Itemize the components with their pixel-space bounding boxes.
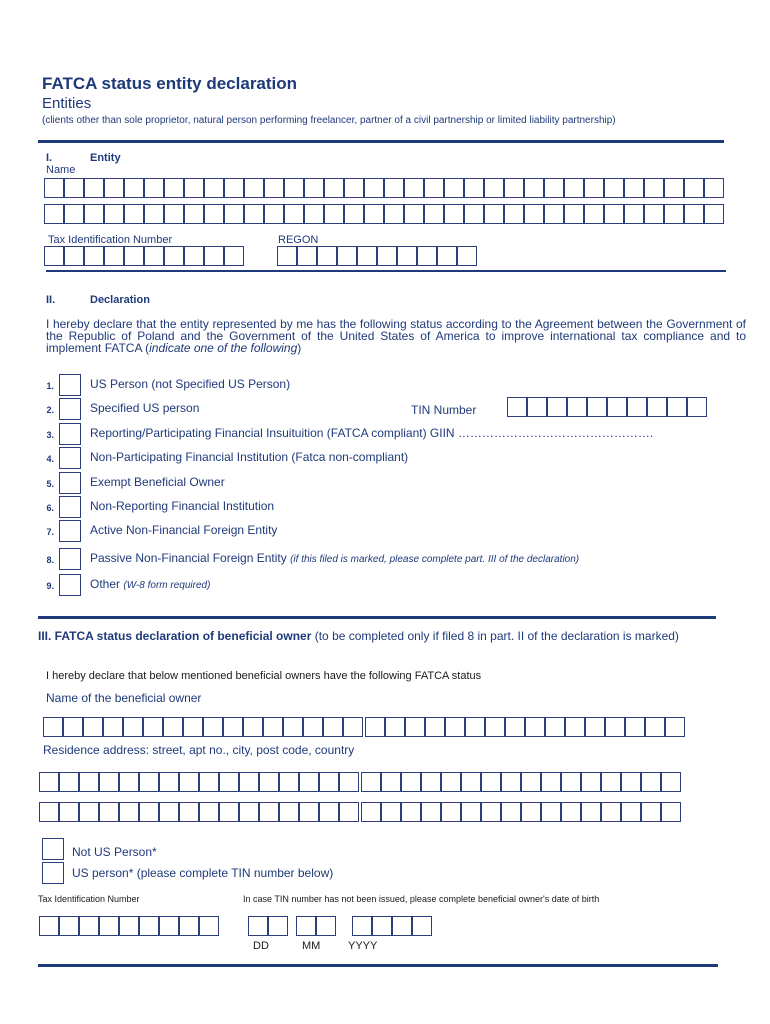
character-box[interactable]: [319, 802, 339, 822]
character-box[interactable]: [684, 178, 704, 198]
character-box[interactable]: [421, 802, 441, 822]
character-box[interactable]: [64, 204, 84, 224]
character-box[interactable]: [164, 204, 184, 224]
character-box[interactable]: [139, 772, 159, 792]
character-box[interactable]: [584, 178, 604, 198]
character-box[interactable]: [44, 204, 64, 224]
character-box[interactable]: [39, 916, 59, 936]
owner-name-boxes[interactable]: [43, 717, 685, 737]
character-box[interactable]: [377, 246, 397, 266]
character-box[interactable]: [644, 204, 664, 224]
character-box[interactable]: [504, 178, 524, 198]
character-box[interactable]: [64, 246, 84, 266]
beneficial-tin-boxes[interactable]: [39, 916, 219, 936]
character-box[interactable]: [159, 916, 179, 936]
character-box[interactable]: [199, 802, 219, 822]
character-box[interactable]: [421, 772, 441, 792]
character-box[interactable]: [425, 717, 445, 737]
character-box[interactable]: [124, 204, 144, 224]
character-box[interactable]: [277, 246, 297, 266]
character-box[interactable]: [607, 397, 627, 417]
name-boxes-row-1[interactable]: [44, 178, 724, 198]
character-box[interactable]: [624, 204, 644, 224]
character-box[interactable]: [444, 204, 464, 224]
character-box[interactable]: [664, 178, 684, 198]
us-person-label: US person* (please complete TIN number below): [72, 866, 334, 880]
character-box[interactable]: [484, 204, 504, 224]
form-subtitle: Entities: [42, 95, 92, 112]
character-box[interactable]: [405, 717, 425, 737]
character-box[interactable]: [184, 246, 204, 266]
character-box[interactable]: [352, 916, 372, 936]
character-box[interactable]: [164, 178, 184, 198]
section-divider: [38, 140, 724, 143]
character-box[interactable]: [601, 802, 621, 822]
character-box[interactable]: [544, 178, 564, 198]
address-boxes-row-2[interactable]: [39, 802, 681, 822]
character-box[interactable]: [316, 916, 336, 936]
character-box[interactable]: [424, 178, 444, 198]
character-box[interactable]: [203, 717, 223, 737]
section2-number: II.: [46, 294, 56, 306]
form-note: (clients other than sole proprietor, natural person performing freelancer, partner of a civil partnership or limited liability partnership): [42, 115, 616, 126]
character-box[interactable]: [123, 717, 143, 737]
option-label: Passive Non-Financial Foreign Entity (if this filed is marked, please complete part. III of the declaration): [90, 551, 580, 565]
character-box[interactable]: [248, 916, 268, 936]
character-box[interactable]: [561, 802, 581, 822]
character-box[interactable]: [204, 204, 224, 224]
character-box[interactable]: [63, 717, 83, 737]
character-box[interactable]: [437, 246, 457, 266]
character-box[interactable]: [507, 397, 527, 417]
address-label: Residence address: street, apt no., city, post code, country: [43, 743, 355, 757]
character-box[interactable]: [541, 802, 561, 822]
character-box[interactable]: [268, 916, 288, 936]
option-number: 7.: [46, 527, 54, 537]
character-box[interactable]: [79, 802, 99, 822]
tin-number-boxes[interactable]: [507, 397, 707, 417]
character-box[interactable]: [103, 717, 123, 737]
character-box[interactable]: [521, 802, 541, 822]
character-box[interactable]: [323, 717, 343, 737]
option-label: Active Non-Financial Foreign Entity: [90, 523, 278, 537]
character-box[interactable]: [704, 178, 724, 198]
tin-number-label: TIN Number: [411, 403, 477, 417]
character-box[interactable]: [164, 246, 184, 266]
option-label: Reporting/Participating Financial Insuituition (FATCA compliant) GIIN ………………………………………….: [90, 426, 654, 440]
us-person-checkbox[interactable]: [42, 862, 64, 884]
character-box[interactable]: [385, 717, 405, 737]
character-box[interactable]: [279, 772, 299, 792]
character-box[interactable]: [587, 397, 607, 417]
character-box[interactable]: [304, 178, 324, 198]
character-box[interactable]: [264, 178, 284, 198]
not-us-person-checkbox[interactable]: [42, 838, 64, 860]
character-box[interactable]: [461, 772, 481, 792]
character-box[interactable]: [44, 246, 64, 266]
mm-label: MM: [302, 940, 321, 952]
character-box[interactable]: [357, 246, 377, 266]
character-box[interactable]: [244, 178, 264, 198]
character-box[interactable]: [364, 204, 384, 224]
character-box[interactable]: [404, 204, 424, 224]
character-box[interactable]: [547, 397, 567, 417]
character-box[interactable]: [625, 717, 645, 737]
character-box[interactable]: [665, 717, 685, 737]
character-box[interactable]: [484, 178, 504, 198]
character-box[interactable]: [605, 717, 625, 737]
character-box[interactable]: [604, 204, 624, 224]
character-box[interactable]: [59, 802, 79, 822]
character-box[interactable]: [541, 772, 561, 792]
character-box[interactable]: [564, 178, 584, 198]
character-box[interactable]: [545, 717, 565, 737]
dob-note: In case TIN number has not been issued, please complete beneficial owner's date of birth: [243, 894, 600, 904]
dd-label: DD: [253, 940, 269, 952]
character-box[interactable]: [204, 178, 224, 198]
character-box[interactable]: [219, 772, 239, 792]
form-title: FATCA status entity declaration: [42, 74, 298, 93]
character-box[interactable]: [83, 717, 103, 737]
option-checkbox[interactable]: [59, 520, 81, 542]
regon-label: REGON: [278, 234, 319, 246]
character-box[interactable]: [601, 772, 621, 792]
character-box[interactable]: [183, 717, 203, 737]
name-label: Name: [46, 164, 76, 176]
character-box[interactable]: [239, 802, 259, 822]
character-box[interactable]: [647, 397, 667, 417]
character-box[interactable]: [317, 246, 337, 266]
character-box[interactable]: [667, 397, 687, 417]
character-box[interactable]: [445, 717, 465, 737]
character-box[interactable]: [297, 246, 317, 266]
character-box[interactable]: [299, 772, 319, 792]
character-box[interactable]: [284, 204, 304, 224]
character-box[interactable]: [581, 802, 601, 822]
character-box[interactable]: [372, 916, 392, 936]
character-box[interactable]: [144, 178, 164, 198]
character-box[interactable]: [204, 246, 224, 266]
character-box[interactable]: [139, 802, 159, 822]
character-box[interactable]: [84, 178, 104, 198]
character-box[interactable]: [604, 178, 624, 198]
character-box[interactable]: [704, 204, 724, 224]
character-box[interactable]: [259, 772, 279, 792]
character-box[interactable]: [184, 178, 204, 198]
character-box[interactable]: [79, 916, 99, 936]
option-number: 2.: [46, 405, 54, 415]
owner-name-label: Name of the beneficial owner: [46, 691, 202, 705]
character-box[interactable]: [441, 772, 461, 792]
character-box[interactable]: [99, 802, 119, 822]
character-box[interactable]: [299, 802, 319, 822]
option-number: 3.: [46, 430, 54, 440]
character-box[interactable]: [119, 802, 139, 822]
section-divider: [38, 964, 718, 967]
character-box[interactable]: [481, 802, 501, 822]
character-box[interactable]: [381, 802, 401, 822]
character-box[interactable]: [159, 772, 179, 792]
character-box[interactable]: [223, 717, 243, 737]
character-box[interactable]: [641, 772, 661, 792]
section3-heading: III. FATCA status declaration of beneficial owner (to be completed only if filed 8 in part. II of the declaration is marked): [38, 629, 679, 643]
character-box[interactable]: [464, 178, 484, 198]
character-box[interactable]: [585, 717, 605, 737]
character-box[interactable]: [179, 916, 199, 936]
character-box[interactable]: [163, 717, 183, 737]
character-box[interactable]: [39, 772, 59, 792]
character-box[interactable]: [521, 772, 541, 792]
character-box[interactable]: [481, 772, 501, 792]
option-number: 9.: [46, 581, 54, 591]
character-box[interactable]: [179, 802, 199, 822]
character-box[interactable]: [485, 717, 505, 737]
character-box[interactable]: [645, 717, 665, 737]
character-box[interactable]: [525, 717, 545, 737]
character-box[interactable]: [561, 772, 581, 792]
character-box[interactable]: [564, 204, 584, 224]
character-box[interactable]: [461, 802, 481, 822]
character-box[interactable]: [344, 204, 364, 224]
character-box[interactable]: [144, 246, 164, 266]
character-box[interactable]: [59, 916, 79, 936]
character-box[interactable]: [464, 204, 484, 224]
character-box[interactable]: [339, 802, 359, 822]
character-box[interactable]: [104, 246, 124, 266]
option-checkbox[interactable]: [59, 447, 81, 469]
character-box[interactable]: [264, 204, 284, 224]
character-box[interactable]: [661, 802, 681, 822]
option-number: 1.: [46, 381, 54, 391]
character-box[interactable]: [441, 802, 461, 822]
character-box[interactable]: [584, 204, 604, 224]
character-box[interactable]: [565, 717, 585, 737]
character-box[interactable]: [319, 772, 339, 792]
character-box[interactable]: [687, 397, 707, 417]
character-box[interactable]: [684, 204, 704, 224]
character-box[interactable]: [457, 246, 477, 266]
character-box[interactable]: [243, 717, 263, 737]
option-number: 5.: [46, 479, 54, 489]
character-box[interactable]: [144, 204, 164, 224]
character-box[interactable]: [544, 204, 564, 224]
character-box[interactable]: [501, 772, 521, 792]
section-divider: [38, 616, 716, 619]
character-box[interactable]: [524, 178, 544, 198]
character-box[interactable]: [79, 772, 99, 792]
option-label: Non-Reporting Financial Institution: [90, 499, 275, 513]
character-box[interactable]: [64, 178, 84, 198]
character-box[interactable]: [412, 916, 432, 936]
dob-day-boxes[interactable]: [248, 916, 288, 936]
option-number: 6.: [46, 503, 54, 513]
character-box[interactable]: [84, 246, 104, 266]
character-box[interactable]: [384, 178, 404, 198]
character-box[interactable]: [119, 916, 139, 936]
character-box[interactable]: [621, 772, 641, 792]
character-box[interactable]: [284, 178, 304, 198]
name-boxes-row-2[interactable]: [44, 204, 724, 224]
character-box[interactable]: [39, 802, 59, 822]
option-checkbox[interactable]: [59, 398, 81, 420]
character-box[interactable]: [104, 178, 124, 198]
character-box[interactable]: [401, 802, 421, 822]
option-label: Exempt Beneficial Owner: [90, 475, 225, 489]
character-box[interactable]: [417, 246, 437, 266]
character-box[interactable]: [339, 772, 359, 792]
section3-statement: I hereby declare that below mentioned beneficial owners have the following FATCA status: [46, 670, 482, 682]
tin-label: Tax Identification Number: [48, 234, 173, 246]
character-box[interactable]: [199, 916, 219, 936]
character-box[interactable]: [397, 246, 417, 266]
not-us-person-label: Not US Person*: [72, 845, 157, 859]
option-label: Non-Participating Financial Institution (Fatca non-compliant): [90, 450, 409, 464]
character-box[interactable]: [244, 204, 264, 224]
character-box[interactable]: [143, 717, 163, 737]
yyyy-label: YYYY: [348, 940, 378, 952]
character-box[interactable]: [401, 772, 421, 792]
tin-boxes[interactable]: [44, 246, 244, 266]
character-box[interactable]: [365, 717, 385, 737]
character-box[interactable]: [337, 246, 357, 266]
character-box[interactable]: [224, 246, 244, 266]
character-box[interactable]: [104, 204, 124, 224]
character-box[interactable]: [219, 802, 239, 822]
character-box[interactable]: [641, 802, 661, 822]
option-number: 4.: [46, 454, 54, 464]
character-box[interactable]: [199, 772, 219, 792]
character-box[interactable]: [344, 178, 364, 198]
character-box[interactable]: [159, 802, 179, 822]
character-box[interactable]: [627, 397, 647, 417]
character-box[interactable]: [263, 717, 283, 737]
character-box[interactable]: [567, 397, 587, 417]
character-box[interactable]: [124, 178, 144, 198]
character-box[interactable]: [343, 717, 363, 737]
character-box[interactable]: [444, 178, 464, 198]
character-box[interactable]: [184, 204, 204, 224]
address-boxes-row-1[interactable]: [39, 772, 681, 792]
character-box[interactable]: [43, 717, 63, 737]
section-divider-thin: [46, 270, 726, 272]
character-box[interactable]: [99, 772, 119, 792]
option-label: Specified US person: [90, 401, 200, 415]
character-box[interactable]: [624, 178, 644, 198]
character-box[interactable]: [424, 204, 444, 224]
character-box[interactable]: [279, 802, 299, 822]
character-box[interactable]: [259, 802, 279, 822]
character-box[interactable]: [581, 772, 601, 792]
regon-boxes[interactable]: [277, 246, 477, 266]
character-box[interactable]: [384, 204, 404, 224]
character-box[interactable]: [664, 204, 684, 224]
option-checkbox[interactable]: [59, 496, 81, 518]
character-box[interactable]: [527, 397, 547, 417]
character-box[interactable]: [364, 178, 384, 198]
character-box[interactable]: [283, 717, 303, 737]
dob-month-boxes[interactable]: [296, 916, 336, 936]
character-box[interactable]: [524, 204, 544, 224]
character-box[interactable]: [504, 204, 524, 224]
character-box[interactable]: [381, 772, 401, 792]
section1-number: I.: [46, 152, 53, 164]
character-box[interactable]: [44, 178, 64, 198]
option-number: 8.: [46, 555, 54, 565]
declaration-text: I hereby declare that the entity represented by me has the following status according to the Agreement between the Government of the Republic of Poland and the Government of the United States of America to improve international tax compliance and to implement FATCA (indicate one of the following): [46, 317, 746, 355]
section2-heading: Declaration: [90, 294, 150, 306]
character-box[interactable]: [304, 204, 324, 224]
character-box[interactable]: [501, 802, 521, 822]
character-box[interactable]: [324, 204, 344, 224]
option-checkbox[interactable]: [59, 548, 81, 570]
character-box[interactable]: [224, 178, 244, 198]
option-checkbox[interactable]: [59, 423, 81, 445]
option-checkbox[interactable]: [59, 472, 81, 494]
character-box[interactable]: [661, 772, 681, 792]
option-checkbox[interactable]: [59, 374, 81, 396]
character-box[interactable]: [99, 916, 119, 936]
dob-year-boxes[interactable]: [352, 916, 432, 936]
character-box[interactable]: [239, 772, 259, 792]
character-box[interactable]: [59, 772, 79, 792]
character-box[interactable]: [392, 916, 412, 936]
character-box[interactable]: [621, 802, 641, 822]
character-box[interactable]: [303, 717, 323, 737]
character-box[interactable]: [296, 916, 316, 936]
character-box[interactable]: [119, 772, 139, 792]
character-box[interactable]: [644, 178, 664, 198]
character-box[interactable]: [361, 802, 381, 822]
character-box[interactable]: [224, 204, 244, 224]
section1-heading: Entity: [90, 152, 121, 164]
beneficial-tin-label: Tax Identification Number: [38, 894, 140, 904]
character-box[interactable]: [124, 246, 144, 266]
character-box[interactable]: [505, 717, 525, 737]
character-box[interactable]: [361, 772, 381, 792]
character-box[interactable]: [84, 204, 104, 224]
option-label: US Person (not Specified US Person): [90, 377, 291, 391]
character-box[interactable]: [465, 717, 485, 737]
character-box[interactable]: [179, 772, 199, 792]
option-label: Other (W-8 form required): [90, 577, 211, 591]
character-box[interactable]: [324, 178, 344, 198]
character-box[interactable]: [139, 916, 159, 936]
character-box[interactable]: [404, 178, 424, 198]
option-checkbox[interactable]: [59, 574, 81, 596]
